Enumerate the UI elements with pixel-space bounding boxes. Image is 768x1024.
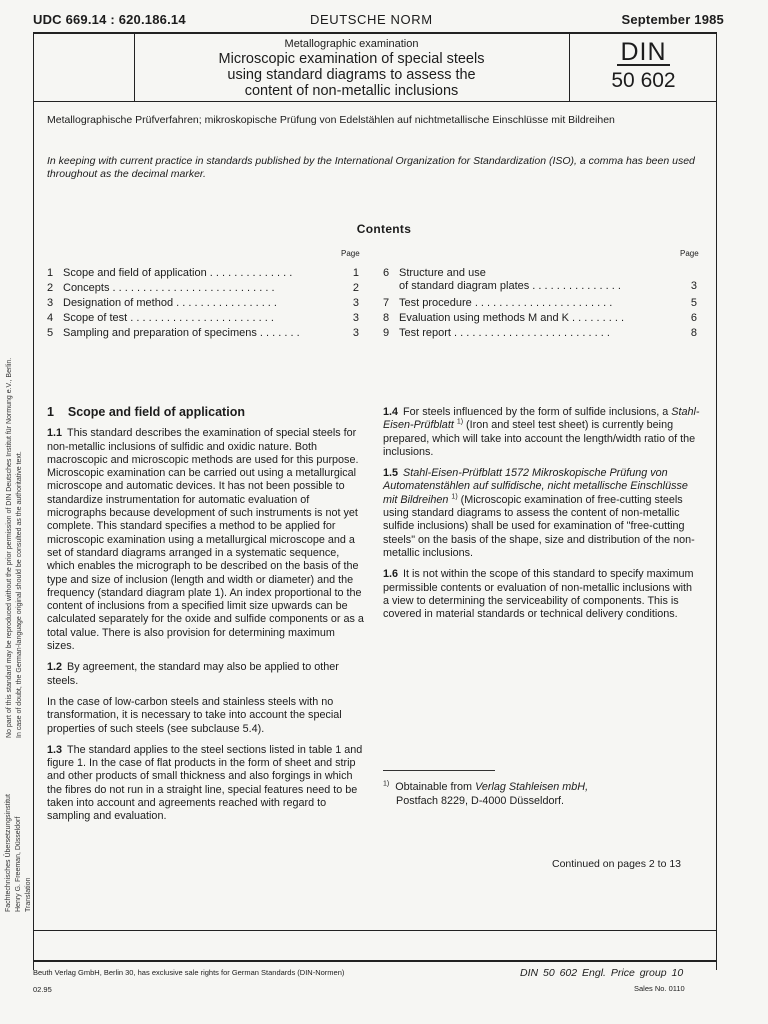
contents-item-title: Test report . . . . . . . . . . . . . . . . . . . . . . . . . . [399,327,610,339]
contents-item-page: 6 [690,312,697,324]
paragraph-text: By agreement, the standard may also be applied to other steels. [47,661,339,687]
paragraph-1-2-continued: In the case of low-carbon steels and stainless steels with no transformation, it is necessary to take into account the special properties of such steels (see subclause 5.4). [47,695,342,735]
contents-item-number: 4 [47,312,54,324]
contents-page-label-left: Page [341,249,360,258]
document-title-line-1: Microscopic examination of special steels [218,51,485,67]
contents-list-left [47,266,363,346]
din-number: 50 602 [611,69,676,92]
paragraph-text: This standard describes the examination of special steels for non-metallic inclusions of sulfidic and oxidic nature. Both macroscopic and microscopic methods are used for this purpose. Microscopic examination can be carried out using a metallurgical microscope and automatic devices. It has not been possible to standardize instrumentation for automatic evaluation of micrographs because development of such instruments is not yet complete. This standard specifies a method to be applied for microscopic examination using a metallurgical microscope and a set of standard diagrams arranged in a systematic sequence, which enables the micrograph to be described on the basis of the type and size of inclusion (length and width or diameter) and the frequency (standard diagram plate 1). An index proportional to the content of inclusions from a specified limit size upwards can be calculated separately for the oxide and sulfide components or as a total value. There is also provision for determining maximum sizes. [47,427,364,653]
paragraph-1-6 [383,568,701,621]
frame-footer-rule [33,960,717,962]
paragraph-text: It is not within the scope of this standard to specify maximum permissible contents or evaluation of non-metallic inclusions with a view to determining the serviceability of components. This is covered in material standards or technical delivery conditions. [383,568,694,621]
contents-item-number: 6 [383,267,390,279]
contents-page-label-right: Page [680,249,699,258]
footnote-reference[interactable]: 1) [456,418,464,426]
paragraph-text: (Microscopic examination of free-cutting steels using standard diagrams to assess the content of non-metallic sulfide inclusions) shall be used for examination of "free-cutting steels" on the basis of the shape, size and distribution of the non-metallic inclusions. [383,493,695,559]
paragraph-number: 1.1 [47,427,63,440]
contents-item-title: Structure and use [399,267,486,279]
document-title-line-2: using standard diagrams to assess the [227,67,476,83]
contents-item-number: 7 [383,297,390,309]
norm-label: DEUTSCHE NORM [310,12,433,27]
contents-item-number: 8 [383,312,390,324]
contents-item-page: 2 [352,282,359,294]
paragraph-text: (Iron and steel test sheet) is currently being prepared, which will take into account the length/width ratio of the inclusions. [383,419,696,458]
iso-decimal-note: In keeping with current practice in standards published by the International Organization for Standardization (ISO), a comma has been used throughout as the decimal marker. [47,155,695,180]
copyright-notice: No part of this standard may be reproduced without the prior permission of DIN Deutsches Institut für Normung e.V., Berlin. [6,357,13,738]
contents-item-page: 3 [690,280,697,292]
paragraph-number: 1.4 [383,406,399,418]
paragraph-1-4 [383,406,701,459]
paragraph-1-1 [47,427,365,653]
contents-item-title: Test procedure . . . . . . . . . . . . . . . . . . . . . . . [399,297,613,309]
paragraph-number: 1.5 [383,467,399,480]
din-designation [570,40,717,94]
paragraph-1-3 [47,744,365,824]
frame-bottom-rule [33,930,717,931]
din-mark: DIN [617,40,669,66]
translator-name: Henry G. Freeman, Düsseldorf [15,816,22,912]
document-subtitle: Metallographic examination [284,38,419,50]
german-title: Metallographische Prüfverfahren; mikroskopische Prüfung von Edelstählen auf nichtmetallische Einschlüsse mit Bildreihen [47,114,615,126]
translator-institute: Fachtechnisches Übersetzungsinstitut [5,794,12,912]
footnote-reference[interactable]: 1) [451,493,458,501]
contents-item-page: 3 [352,297,359,309]
contents-item-title: Evaluation using methods M and K . . . . . . . . . [399,312,625,324]
document-title-line-3: content of non-metallic inclusions [244,83,459,99]
udc-code: UDC 669.14 : 620.186.14 [33,12,186,27]
document-title-area [134,38,569,99]
sales-number: Sales No. 0110 [634,984,685,993]
section-title: Scope and field of application [67,405,245,419]
authoritative-text-notice: In case of doubt, the German-language original should be consulted as the authoritative text. [16,451,23,738]
contents-item-title: Scope and field of application . . . . . . . . . . . . . . [63,267,293,279]
paragraph-text: For steels influenced by the form of sulfide inclusions, a [403,406,669,418]
cited-publication: Stahl-Eisen-Prüfblatt [383,406,700,432]
paragraph-number: 1.2 [47,661,63,674]
contents-heading: Contents [356,222,412,236]
contents-item-title: Designation of method . . . . . . . . . . . . . . . . . [63,297,277,309]
contents-item-page: 3 [352,327,359,339]
paragraph-1-5 [383,467,701,560]
contents-item-number: 1 [47,267,54,279]
contents-item-number: 5 [47,327,54,339]
contents-item-title: Concepts . . . . . . . . . . . . . . . . . . . . . . . . . . . [63,282,275,294]
contents-item-title: Sampling and preparation of specimens . . . . . . . [63,327,300,339]
translation-label: Translation [25,877,32,912]
footnote [383,780,703,808]
contents-item-page: 8 [690,327,697,339]
paragraph-number: 1.6 [383,568,399,581]
title-block [33,32,717,102]
paragraph-text: The standard applies to the steel sections listed in table 1 and figure 1. In the case of flat products in the form of sheet and strip and other products of small thickness and also forgings in which the fibres do not run in a straight line, special features need to be taken into account and agreements reached with regard to sampling and evaluation. [47,743,363,823]
contents-item-number: 2 [47,282,54,294]
paragraph-number: 1.3 [47,743,63,756]
issue-date: September 1985 [621,12,724,27]
footnote-line-1 [383,780,703,794]
contents-item-page: 1 [352,267,359,279]
contents-item-number: 3 [47,297,54,309]
publisher-note: Beuth Verlag GmbH, Berlin 30, has exclusive sale rights for German Standards (DIN-Normen) [33,968,345,977]
footnote-line-2: Postfach 8229, D-4000 Düsseldorf. [396,795,565,807]
footnote-rule [383,770,495,771]
din-reference: DIN 50 602 Engl. Price group 10 [520,967,684,979]
section-1-heading [47,406,365,419]
print-code: 02.95 [33,985,52,994]
contents-item-title: of standard diagram plates . . . . . . . . . . . . . . . [399,280,621,292]
footnote-text: Obtainable from [395,781,473,793]
contents-list-right [383,266,701,346]
footnote-mark: 1) [383,780,390,788]
section-number: 1 [47,405,54,419]
body-column-left [47,406,365,832]
contents-item-page: 5 [690,297,697,309]
contents-item-number: 9 [383,327,390,339]
contents-item-page: 3 [352,312,359,324]
paragraph-1-2 [47,661,365,688]
continued-note: Continued on pages 2 to 13 [552,858,682,870]
body-column-right [383,406,701,629]
footnote-publisher: Verlag Stahleisen mbH, [475,781,589,793]
contents-item-title: Scope of test . . . . . . . . . . . . . . . . . . . . . . . . [63,312,274,324]
cited-publication: Stahl-Eisen-Prüfblatt 1572 Mikroskopische Prüfung von Automatenstählen auf sulfidische, nicht metallische Einschlüsse mit Bildreihen [383,467,688,506]
